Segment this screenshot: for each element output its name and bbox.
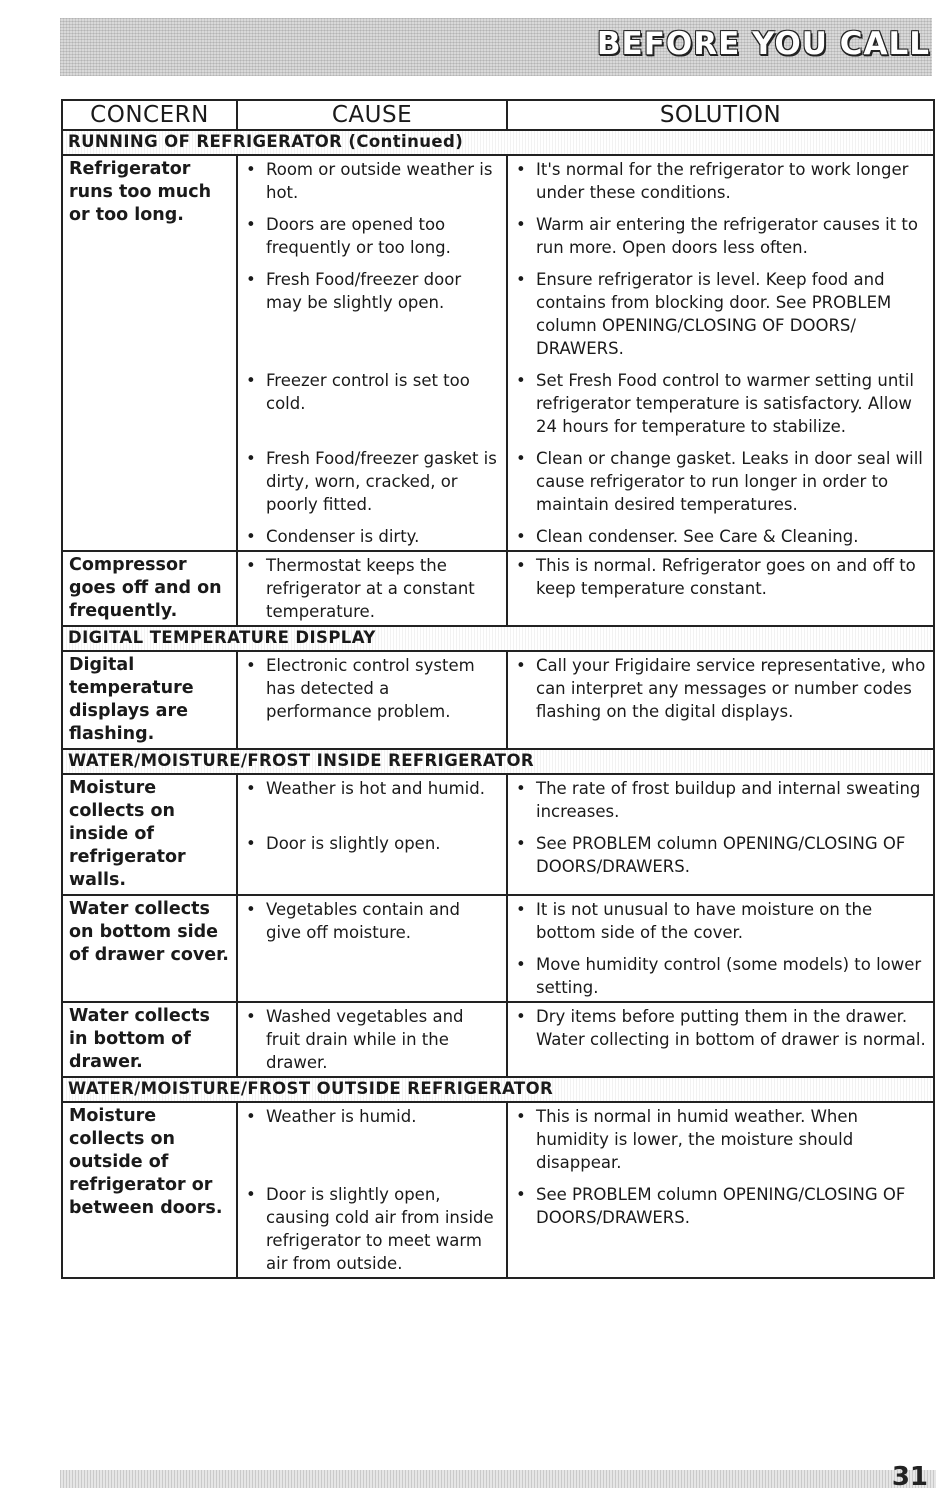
solution-item	[514, 447, 927, 516]
solution-text: Set Fresh Food control to warmer setting until refrigerator temperature is satisfactory. Allow 24 hours for temperature to stabilize.	[536, 371, 914, 436]
table-row	[62, 1002, 934, 1077]
cause-text: Weather is hot and humid.	[266, 779, 485, 798]
solution-item	[514, 654, 927, 723]
cause-item	[244, 554, 500, 623]
cause-text: Vegetables contain and give off moisture.	[266, 900, 460, 942]
solution-text: This is normal. Refrigerator goes on and off to keep temperature constant.	[536, 556, 916, 598]
cause-cell	[237, 651, 507, 749]
cause-cell	[237, 1102, 507, 1278]
bullet-icon: •	[516, 449, 526, 468]
bullet-icon: •	[516, 834, 526, 853]
solution-cell	[507, 1002, 934, 1077]
concern-cell: Digital temperature displays are flashing.	[62, 651, 237, 749]
cause-cell	[237, 551, 507, 626]
solution-text: Dry items before putting them in the drawer. Water collecting in bottom of drawer is normal.	[536, 1007, 926, 1049]
bullet-icon: •	[516, 371, 526, 390]
cause-item	[244, 654, 500, 723]
bullet-icon: •	[516, 215, 526, 234]
cause-item	[244, 898, 500, 944]
solution-text: See PROBLEM column OPENING/CLOSING OF DOORS/DRAWERS.	[536, 1185, 906, 1227]
solution-item	[514, 1005, 927, 1074]
cause-text: Room or outside weather is hot.	[266, 160, 493, 202]
bullet-icon: •	[246, 270, 256, 289]
bullet-icon: •	[246, 160, 256, 179]
bullet-icon: •	[246, 1107, 256, 1126]
cause-text: Electronic control system has detected a performance problem.	[266, 656, 475, 721]
cause-item	[244, 832, 500, 878]
section-row	[62, 749, 934, 774]
cause-text: Weather is humid.	[266, 1107, 417, 1126]
bullet-icon: •	[516, 955, 526, 974]
cause-item	[244, 213, 500, 259]
bullet-icon: •	[516, 556, 526, 575]
bullet-icon: •	[516, 779, 526, 798]
cause-text: Door is slightly open.	[266, 834, 441, 853]
solution-cell	[507, 551, 934, 626]
bullet-icon: •	[516, 160, 526, 179]
table-row	[62, 1102, 934, 1278]
cause-item	[244, 158, 500, 204]
solution-text: The rate of frost buildup and internal sweating increases.	[536, 779, 921, 821]
column-header-solution: SOLUTION	[507, 100, 934, 130]
solution-item	[514, 268, 927, 360]
concern-cell: Refrigerator runs too much or too long.	[62, 155, 237, 551]
table-row	[62, 774, 934, 895]
footer-band	[60, 1470, 936, 1488]
cause-text: Thermostat keeps the refrigerator at a constant temperature.	[266, 556, 475, 621]
solution-item	[514, 898, 927, 944]
bullet-icon: •	[246, 556, 256, 575]
cause-text: Fresh Food/freezer door may be slightly open.	[266, 270, 462, 312]
concern-cell: Moisture collects on inside of refrigerator walls.	[62, 774, 237, 895]
cause-cell	[237, 774, 507, 895]
bullet-icon: •	[246, 527, 256, 546]
section-row	[62, 1077, 934, 1102]
solution-item	[514, 777, 927, 823]
table-row	[62, 895, 934, 1002]
cause-text: Washed vegetables and fruit drain while in the drawer.	[266, 1007, 464, 1072]
cause-item	[244, 1005, 500, 1074]
cause-item	[244, 1105, 500, 1174]
bullet-icon: •	[516, 656, 526, 675]
bullet-icon: •	[516, 270, 526, 289]
solution-cell	[507, 155, 934, 551]
bullet-icon: •	[246, 1007, 256, 1026]
cause-text: Doors are opened too frequently or too long.	[266, 215, 451, 257]
bullet-icon: •	[516, 900, 526, 919]
section-heading: WATER/MOISTURE/FROST INSIDE REFRIGERATOR	[62, 749, 934, 774]
solution-item	[514, 953, 927, 999]
solution-item	[514, 832, 927, 878]
troubleshooting-table	[61, 99, 935, 1279]
solution-item	[514, 525, 927, 548]
solution-text: See PROBLEM column OPENING/CLOSING OF DOORS/DRAWERS.	[536, 834, 906, 876]
cause-item	[244, 268, 500, 360]
solution-item	[514, 1105, 927, 1174]
solution-item	[514, 213, 927, 259]
solution-cell	[507, 774, 934, 895]
solution-item	[514, 554, 927, 623]
cause-item	[244, 777, 500, 823]
section-row	[62, 130, 934, 155]
concern-cell: Water collects on bottom side of drawer cover.	[62, 895, 237, 1002]
table-row	[62, 651, 934, 749]
page-number: 31	[891, 1462, 928, 1492]
bullet-icon: •	[246, 371, 256, 390]
bullet-icon: •	[516, 1007, 526, 1026]
cause-item	[244, 1183, 500, 1275]
bullet-icon: •	[246, 779, 256, 798]
table-header-row	[62, 100, 934, 130]
cause-item	[244, 525, 500, 548]
solution-item	[514, 369, 927, 438]
cause-item	[244, 369, 500, 438]
section-heading: WATER/MOISTURE/FROST OUTSIDE REFRIGERATOR	[62, 1077, 934, 1102]
cause-item	[244, 447, 500, 516]
solution-text: Move humidity control (some models) to lower setting.	[536, 955, 922, 997]
solution-cell	[507, 1102, 934, 1278]
cause-text: Freezer control is set too cold.	[266, 371, 470, 413]
concern-cell: Water collects in bottom of drawer.	[62, 1002, 237, 1077]
solution-text: It's normal for the refrigerator to work longer under these conditions.	[536, 160, 909, 202]
table-row	[62, 551, 934, 626]
table-body	[62, 130, 934, 1278]
cause-cell	[237, 155, 507, 551]
section-heading: RUNNING OF REFRIGERATOR (Continued)	[62, 130, 934, 155]
table-row	[62, 155, 934, 551]
concern-cell: Compressor goes off and on frequently.	[62, 551, 237, 626]
column-header-cause: CAUSE	[237, 100, 507, 130]
bullet-icon: •	[516, 1107, 526, 1126]
solution-item	[514, 158, 927, 204]
cause-text: Fresh Food/freezer gasket is dirty, worn, cracked, or poorly fitted.	[266, 449, 497, 514]
bullet-icon: •	[246, 656, 256, 675]
cause-text: Condenser is dirty.	[266, 527, 420, 546]
page-title: BEFORE YOU CALL	[596, 26, 930, 62]
solution-text: This is normal in humid weather. When humidity is lower, the moisture should disappear.	[536, 1107, 858, 1172]
solution-text: Ensure refrigerator is level. Keep food and contains from blocking door. See PROBLEM column OPENING/CLOSING OF DOORS/ DRAWERS.	[536, 270, 892, 358]
bullet-icon: •	[516, 527, 526, 546]
column-header-concern: CONCERN	[62, 100, 237, 130]
bullet-icon: •	[246, 1185, 256, 1204]
solution-text: Call your Frigidaire service representative, who can interpret any messages or number codes flashing on the digital displays.	[536, 656, 926, 721]
solution-text: Clean or change gasket. Leaks in door seal will cause refrigerator to run longer in order to maintain desired temperatures.	[536, 449, 923, 514]
bullet-icon: •	[516, 1185, 526, 1204]
solution-cell	[507, 651, 934, 749]
bullet-icon: •	[246, 900, 256, 919]
section-row	[62, 626, 934, 651]
solution-text: It is not unusual to have moisture on the bottom side of the cover.	[536, 900, 873, 942]
bullet-icon: •	[246, 215, 256, 234]
cause-cell	[237, 895, 507, 1002]
solution-cell	[507, 895, 934, 1002]
bullet-icon: •	[246, 449, 256, 468]
concern-cell: Moisture collects on outside of refrigerator or between doors.	[62, 1102, 237, 1278]
cause-item	[244, 953, 500, 999]
solution-text: Warm air entering the refrigerator causes it to run more. Open doors less often.	[536, 215, 918, 257]
solution-item	[514, 1183, 927, 1275]
section-heading: DIGITAL TEMPERATURE DISPLAY	[62, 626, 934, 651]
bullet-icon: •	[246, 834, 256, 853]
solution-text: Clean condenser. See Care & Cleaning.	[536, 527, 859, 546]
cause-text: Door is slightly open, causing cold air from inside refrigerator to meet warm air from outside.	[266, 1185, 494, 1273]
cause-cell	[237, 1002, 507, 1077]
